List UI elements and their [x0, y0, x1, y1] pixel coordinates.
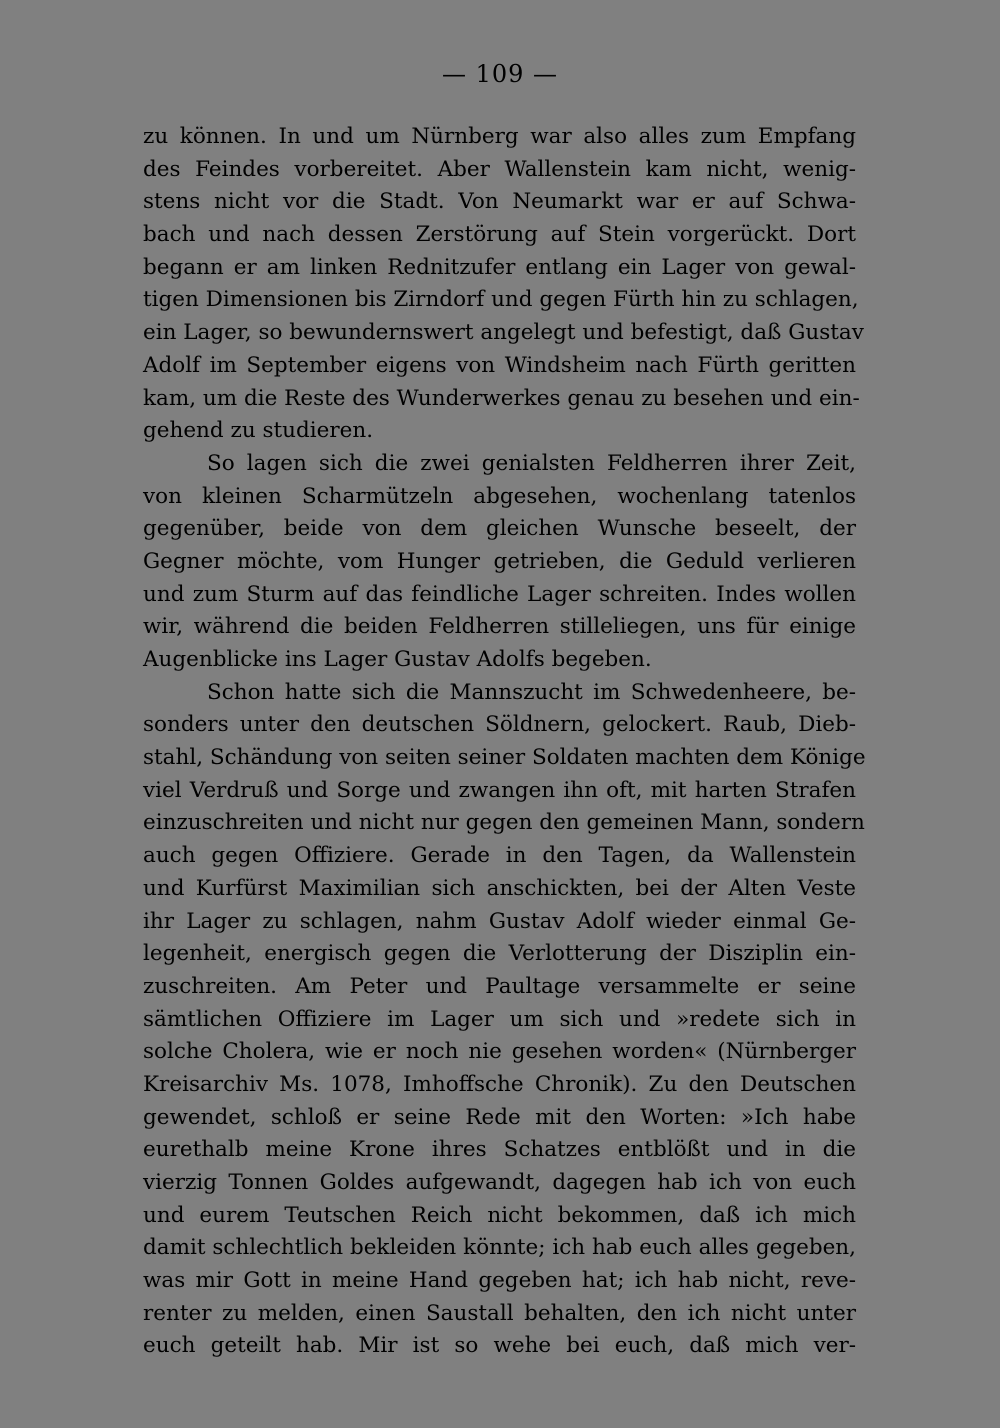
text-line: solche Cholera, wie er noch nie gesehen worden« (Nürnberger [143, 1039, 856, 1065]
text-line: kam, um die Reste des Wunderwerkes genau zu besehen und ein- [143, 385, 860, 411]
text-line: und Kurfürst Maximilian sich anschickten, bei der Alten Veste [143, 875, 856, 901]
page-number: — 109 — [441, 60, 559, 88]
text-line: begann er am linken Rednitzufer entlang ein Lager von gewal- [143, 254, 856, 280]
text-line: tigen Dimensionen bis Zirndorf und gegen Fürth hin zu schlagen, [143, 287, 859, 313]
text-line: eurethalb meine Krone ihres Schatzes entblößt und in die [143, 1137, 856, 1163]
text-line: viel Verdruß und Sorge und zwangen ihn oft, mit harten Strafen [143, 777, 856, 803]
text-line: und eurem Teutschen Reich nicht bekommen, daß ich mich [143, 1202, 856, 1228]
body-text [143, 121, 866, 1363]
text-line: was mir Gott in meine Hand gegeben hat; ich hab nicht, reve- [143, 1268, 856, 1294]
text-line: So lagen sich die zwei genialsten Feldherren ihrer Zeit, [207, 450, 856, 476]
text-line: renter zu melden, einen Saustall behalten, den ich nicht unter [143, 1300, 856, 1326]
text-line: zu können. In und um Nürnberg war also alles zum Empfang [143, 124, 856, 149]
text-line: und zum Sturm auf das feindliche Lager schreiten. Indes wollen [143, 581, 856, 607]
text-line: euch geteilt hab. Mir ist so wehe bei euch, daß mich ver- [143, 1333, 856, 1359]
text-line: einzuschreiten und nicht nur gegen den gemeinen Mann, sondern [143, 810, 865, 836]
text-line: ein Lager, so bewundernswert angelegt und befestigt, daß Gustav [143, 320, 864, 346]
text-line: Kreisarchiv Ms. 1078, Imhoffsche Chronik). Zu den Deutschen [143, 1071, 856, 1097]
text-line: vierzig Tonnen Goldes aufgewandt, dagegen hab ich von euch [143, 1170, 856, 1195]
text-line: stens nicht vor die Stadt. Von Neumarkt war er auf Schwa- [143, 189, 856, 215]
text-line: gegenüber, beide von dem gleichen Wunsche beseelt, der [143, 516, 856, 542]
text-line: bach und nach dessen Zerstörung auf Stein vorgerückt. Dort [143, 222, 856, 248]
text-line: legenheit, energisch gegen die Verlotterung der Disziplin ein- [143, 941, 856, 967]
text-line: gewendet, schloß er seine Rede mit den Worten: »Ich habe [143, 1104, 856, 1130]
text-line: Gegner möchte, vom Hunger getrieben, die Geduld verlieren [143, 548, 856, 574]
text-line: wir, während die beiden Feldherren stilleliegen, uns für einige [143, 614, 856, 640]
text-line: stahl, Schändung von seiten seiner Soldaten machten dem Könige [143, 745, 866, 771]
text-line: sonders unter den deutschen Söldnern, gelockert. Raub, Dieb- [143, 712, 856, 738]
text-line: ihr Lager zu schlagen, nahm Gustav Adolf wieder einmal Ge- [143, 908, 856, 934]
text-line: des Feindes vorbereitet. Aber Wallenstein kam nicht, wenig- [143, 156, 856, 182]
text-line: gehend zu studieren. [143, 418, 374, 444]
text-line: Adolf im September eigens von Windsheim nach Fürth geritten [143, 352, 856, 378]
text-line: zuschreiten. Am Peter und Paultage versammelte er seine [143, 973, 856, 999]
text-line: von kleinen Scharmützeln abgesehen, wochenlang tatenlos [143, 483, 856, 509]
text-line: Schon hatte sich die Mannszucht im Schwedenheere, be- [207, 679, 856, 705]
text-line: sämtlichen Offiziere im Lager um sich und »redete sich in [143, 1006, 856, 1032]
text-line: Augenblicke ins Lager Gustav Adolfs begeben. [143, 647, 652, 672]
text-line: auch gegen Offiziere. Gerade in den Tagen, da Wallenstein [143, 843, 856, 869]
text-line: damit schlechtlich bekleiden könnte; ich hab euch alles gegeben, [143, 1235, 856, 1261]
